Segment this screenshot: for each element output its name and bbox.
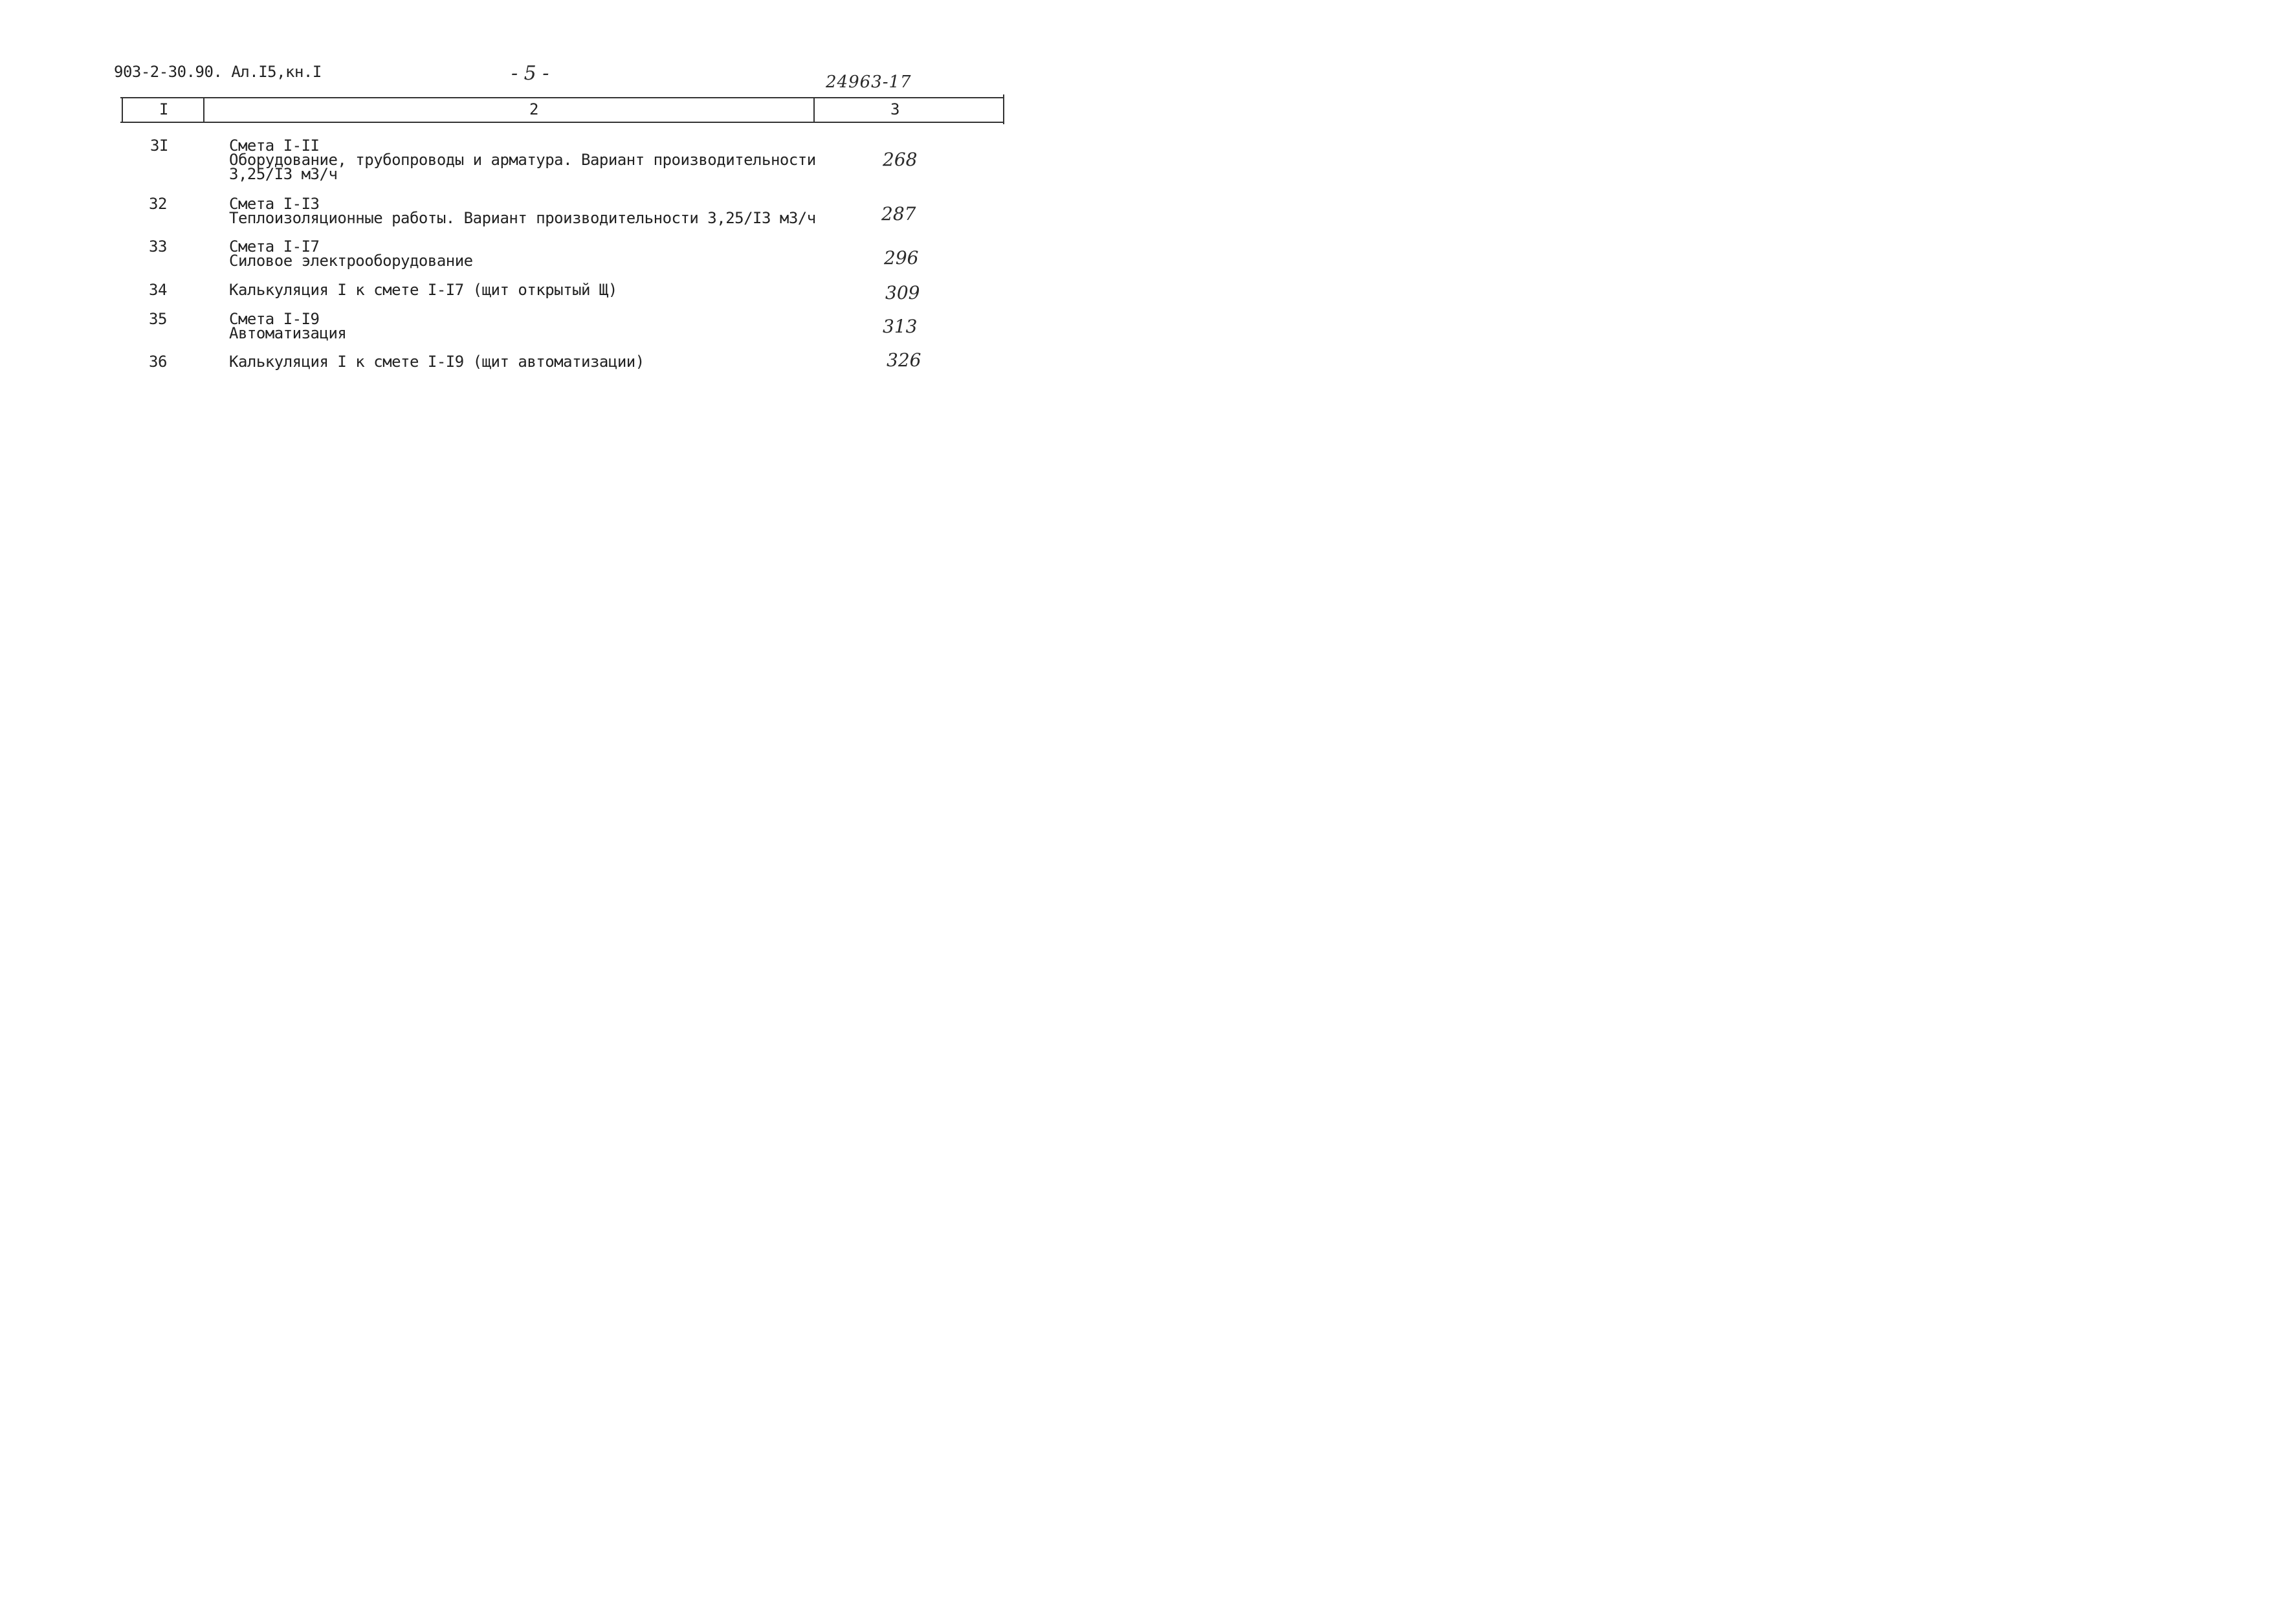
row-description (229, 239, 473, 268)
row-description-line: Смета I-II (229, 137, 320, 155)
row-description-line: Смета I-I7 (229, 237, 320, 256)
table-header-right-border (1003, 94, 1004, 124)
table-header-top-line (120, 97, 1004, 98)
document-code: 903-2-30.90. Ал.I5,кн.I (114, 63, 322, 81)
table-header-bottom-line (120, 122, 1004, 123)
column-header-1: I (159, 100, 168, 118)
row-number: 33 (149, 237, 167, 256)
row-description-line: Силовое электрооборудование (229, 252, 473, 270)
table-header-divider-2 (813, 97, 815, 123)
row-description-line: Смета I-I3 (229, 195, 320, 213)
row-number: 32 (149, 195, 167, 213)
row-description (229, 312, 346, 340)
column-header-3: 3 (890, 100, 899, 118)
table-header-left-border (122, 97, 123, 123)
inventory-number: 24963-17 (826, 72, 912, 92)
row-page: 287 (881, 203, 916, 225)
row-description (229, 355, 645, 369)
row-description (229, 197, 816, 225)
row-page: 296 (884, 247, 919, 269)
row-description-line: Теплоизоляционные работы. Вариант производительности 3,25/I3 м3/ч (229, 209, 816, 227)
column-header-2: 2 (529, 100, 538, 118)
page-number: - 5 - (511, 62, 549, 85)
table-header-divider-1 (203, 97, 204, 123)
row-description-line: Смета I-I9 (229, 310, 320, 328)
row-page: 326 (887, 349, 921, 371)
row-description-line: Калькуляция I к смете I-I7 (щит открытый Щ) (229, 281, 617, 299)
row-number: 34 (149, 281, 167, 299)
row-page: 313 (883, 316, 918, 337)
row-number: 35 (149, 310, 167, 328)
row-description (229, 283, 617, 297)
row-description (229, 138, 816, 181)
row-number: 3I (150, 137, 168, 155)
row-description-line: Калькуляция I к смете I-I9 (щит автоматизации) (229, 353, 645, 371)
row-description-line: 3,25/I3 м3/ч (229, 165, 338, 183)
row-description-line: Автоматизация (229, 324, 347, 342)
row-page: 309 (885, 282, 920, 303)
row-page: 268 (883, 149, 918, 170)
row-number: 36 (149, 353, 167, 371)
row-description-line: Оборудование, трубопроводы и арматура. Вариант производительности (229, 151, 816, 169)
